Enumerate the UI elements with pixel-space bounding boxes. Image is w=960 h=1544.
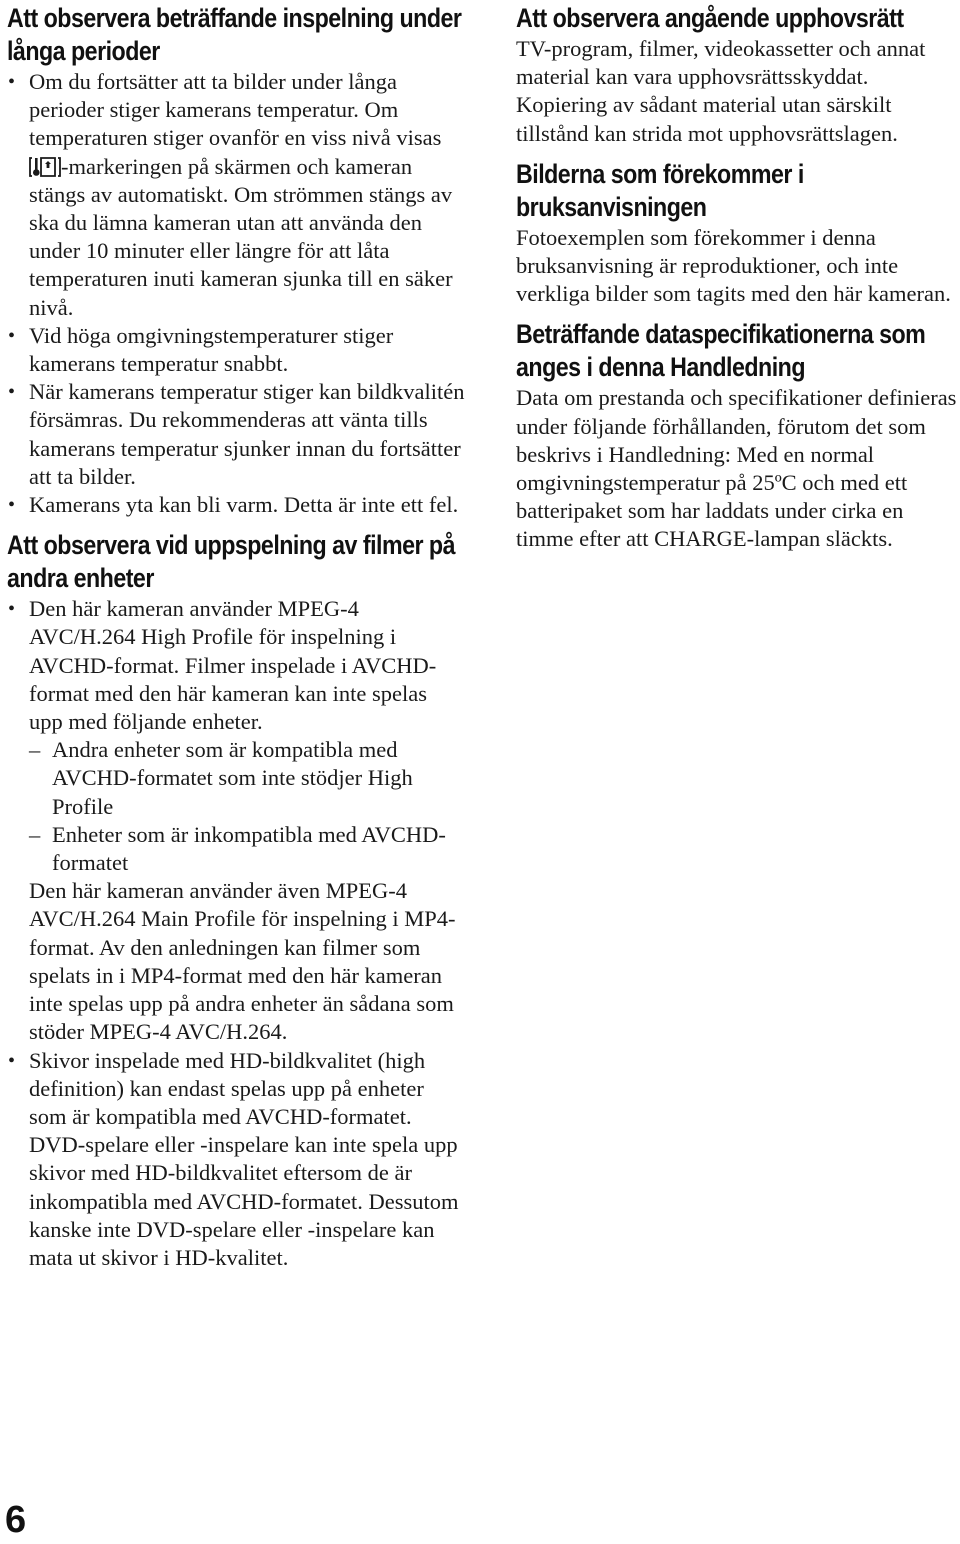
bullet-text-before-icon: Om du fortsätter att ta bilder under långa perioder stiger kamerans temperatur. Om temperaturen stiger ovanför en viss nivå visas [29, 69, 442, 151]
heading-data-specifications: Beträffande dataspecifikationerna som anges i denna Handledning [516, 319, 926, 383]
list-item: • Kamerans yta kan bli varm. Detta är inte ett fel. [7, 491, 465, 519]
dash-list-incompatible-devices [29, 736, 465, 877]
paragraph-copyright: TV-program, filmer, videokassetter och annat material kan vara upphovsrättsskyddat. Kopiering av sådant material utan särskilt tillstånd kan strida mot upphovsrättslagen. [516, 36, 926, 146]
paragraph-manual-images: Fotoexemplen som förekommer i denna bruksanvisning är reproduktioner, och inte verkliga bilder som tagits med den här kameran. [516, 224, 951, 307]
dash-item: – Enheter som är inkompatibla med AVCHD-formatet [29, 821, 465, 877]
bullet-list-long-recording [7, 68, 465, 519]
left-column [7, 2, 465, 1282]
paragraph-data-specifications: Data om prestanda och specifikationer definieras under följande förhållanden, förutom det som beskrivs i Handledning: Med en normal omgivningstemperatur på 25ºC och med ett batteripaket som har laddats under cirka en timme efter att CHARGE-lampan släckts. [516, 385, 957, 552]
list-item: • När kamerans temperatur stiger kan bildkvalitén försämras. Du rekommenderas att vänta tills kamerans temperatur sjunker innan du fortsätter att ta bilder. [7, 378, 465, 491]
section-playback-other-devices [7, 529, 465, 1272]
page-number: 6 [5, 1499, 27, 1541]
heading-playback-other-devices: Att observera vid uppspelning av filmer på andra enheter [7, 530, 456, 594]
section-manual-images [516, 158, 960, 309]
list-item [7, 595, 465, 1046]
heading-manual-images: Bilderna som förekommer i bruksanvisningen [516, 158, 804, 222]
dash-item: – Andra enheter som är kompatibla med AVCHD-formatet som inte stödjer High Profile [29, 736, 465, 821]
section-copyright [516, 2, 960, 148]
section-data-specifications [516, 318, 960, 553]
bullet-text: • Den här kameran använder MPEG-4 AVC/H.264 High Profile för inspelning i AVCHD-format. Filmer inspelade i AVCHD-format med den här kameran kan inte spelas upp med följande enheter. [29, 596, 437, 735]
bullet-list-playback [7, 595, 465, 1272]
list-item: • Vid höga omgivningstemperaturer stiger kamerans temperatur snabbt. [7, 322, 465, 378]
bullet-text-after-icon: -markeringen på skärmen och kameran stängs av automatiskt. Om strömmen stängs av ska du lämna kameran utan att använda den under 10 minuter eller längre för att låta temperaturen inuti kameran sjunka till en säker nivå. [29, 153, 453, 320]
heading-long-recording: Att observera beträffande inspelning under långa perioder [7, 3, 462, 66]
list-item: • Skivor inspelade med HD-bildkvalitet (high definition) kan endast spelas upp på enheter som är kompatibla med AVCHD-formatet. DVD-spelare eller -inspelare kan inte spela upp skivor med HD-bildkvalitet eftersom de är inkompatibla med AVCHD-formatet. Dessutom kanske inte DVD-spelare eller -inspelare kan mata ut skivor i HD-kvalitet. [7, 1047, 465, 1273]
list-item [7, 68, 465, 322]
heading-copyright: Att observera angående upphovsrätt [516, 3, 904, 33]
section-long-recording [7, 2, 465, 519]
bullet-continuation-text: Den här kameran använder även MPEG-4 AVC/H.264 Main Profile för inspelning i MP4-format. Av den anledningen kan filmer som spelats in i MP4-format med den här kameran inte spelas upp på andra enheter än sådana som stöder MPEG-4 AVC/H.264. [29, 878, 456, 1045]
temperature-warning-icon [29, 156, 61, 178]
right-column [516, 2, 960, 564]
